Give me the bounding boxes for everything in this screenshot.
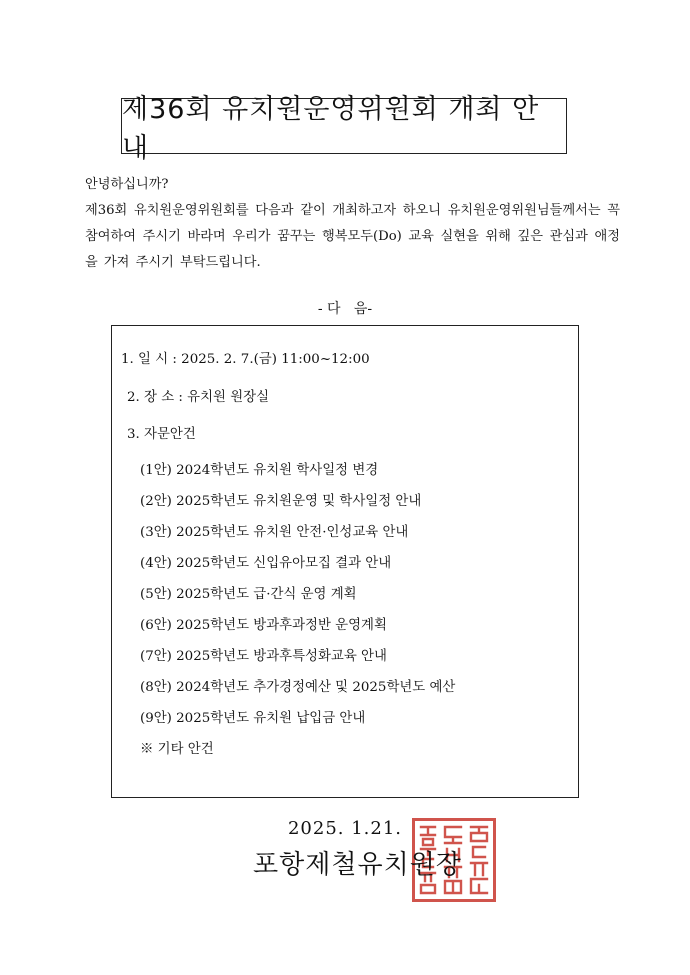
document-title: 제36회 유치원운영위원회 개최 안내 bbox=[121, 98, 567, 154]
agenda-item: (2안) 2025학년도 유치원운영 및 학사일정 안내 bbox=[140, 494, 422, 509]
other-agenda: ※ 기타 안건 bbox=[140, 742, 214, 757]
agenda-item: (4안) 2025학년도 신입유아모집 결과 안내 bbox=[140, 556, 392, 571]
agenda-item: (8안) 2024학년도 추가경정예산 및 2025학년도 예산 bbox=[140, 680, 456, 695]
principal-signature: 포항제철유치원장 bbox=[253, 850, 462, 880]
section-heading: - 다 음- bbox=[317, 301, 373, 317]
agenda-item: (5안) 2025학년도 급·간식 운영 계획 bbox=[140, 587, 357, 602]
details-box bbox=[111, 325, 579, 798]
body-paragraph: 제36회 유치원운영위원회를 다음과 같이 개최하고자 하오니 유치원운영위원님들께서는 꼭 참여하여 주시기 바라며 우리가 꿈꾸는 행복모두(Do) 교육 실현을 위해 깊은 관심과 애정을 가져 주시기 부탁드립니다. bbox=[85, 203, 620, 270]
agenda-item: (7안) 2025학년도 방과후특성화교육 안내 bbox=[140, 649, 387, 664]
greeting: 안녕하십니까? bbox=[85, 177, 169, 192]
agenda-item: (9안) 2025학년도 유치원 납입금 안내 bbox=[140, 711, 366, 726]
agenda-heading: 3. 자문안건 bbox=[127, 427, 196, 442]
datetime-line: 1. 일 시 : 2025. 2. 7.(금) 11:00~12:00 bbox=[121, 352, 370, 367]
place-line: 2. 장 소 : 유치원 원장실 bbox=[127, 390, 270, 405]
agenda-item: (6안) 2025학년도 방과후과정반 운영계획 bbox=[140, 618, 387, 633]
agenda-item: (3안) 2025학년도 유치원 안전·인성교육 안내 bbox=[140, 525, 409, 540]
intro-section bbox=[85, 172, 620, 276]
issue-date: 2025. 1.21. bbox=[287, 818, 403, 839]
agenda-item: (1안) 2024학년도 유치원 학사일정 변경 bbox=[140, 463, 379, 478]
